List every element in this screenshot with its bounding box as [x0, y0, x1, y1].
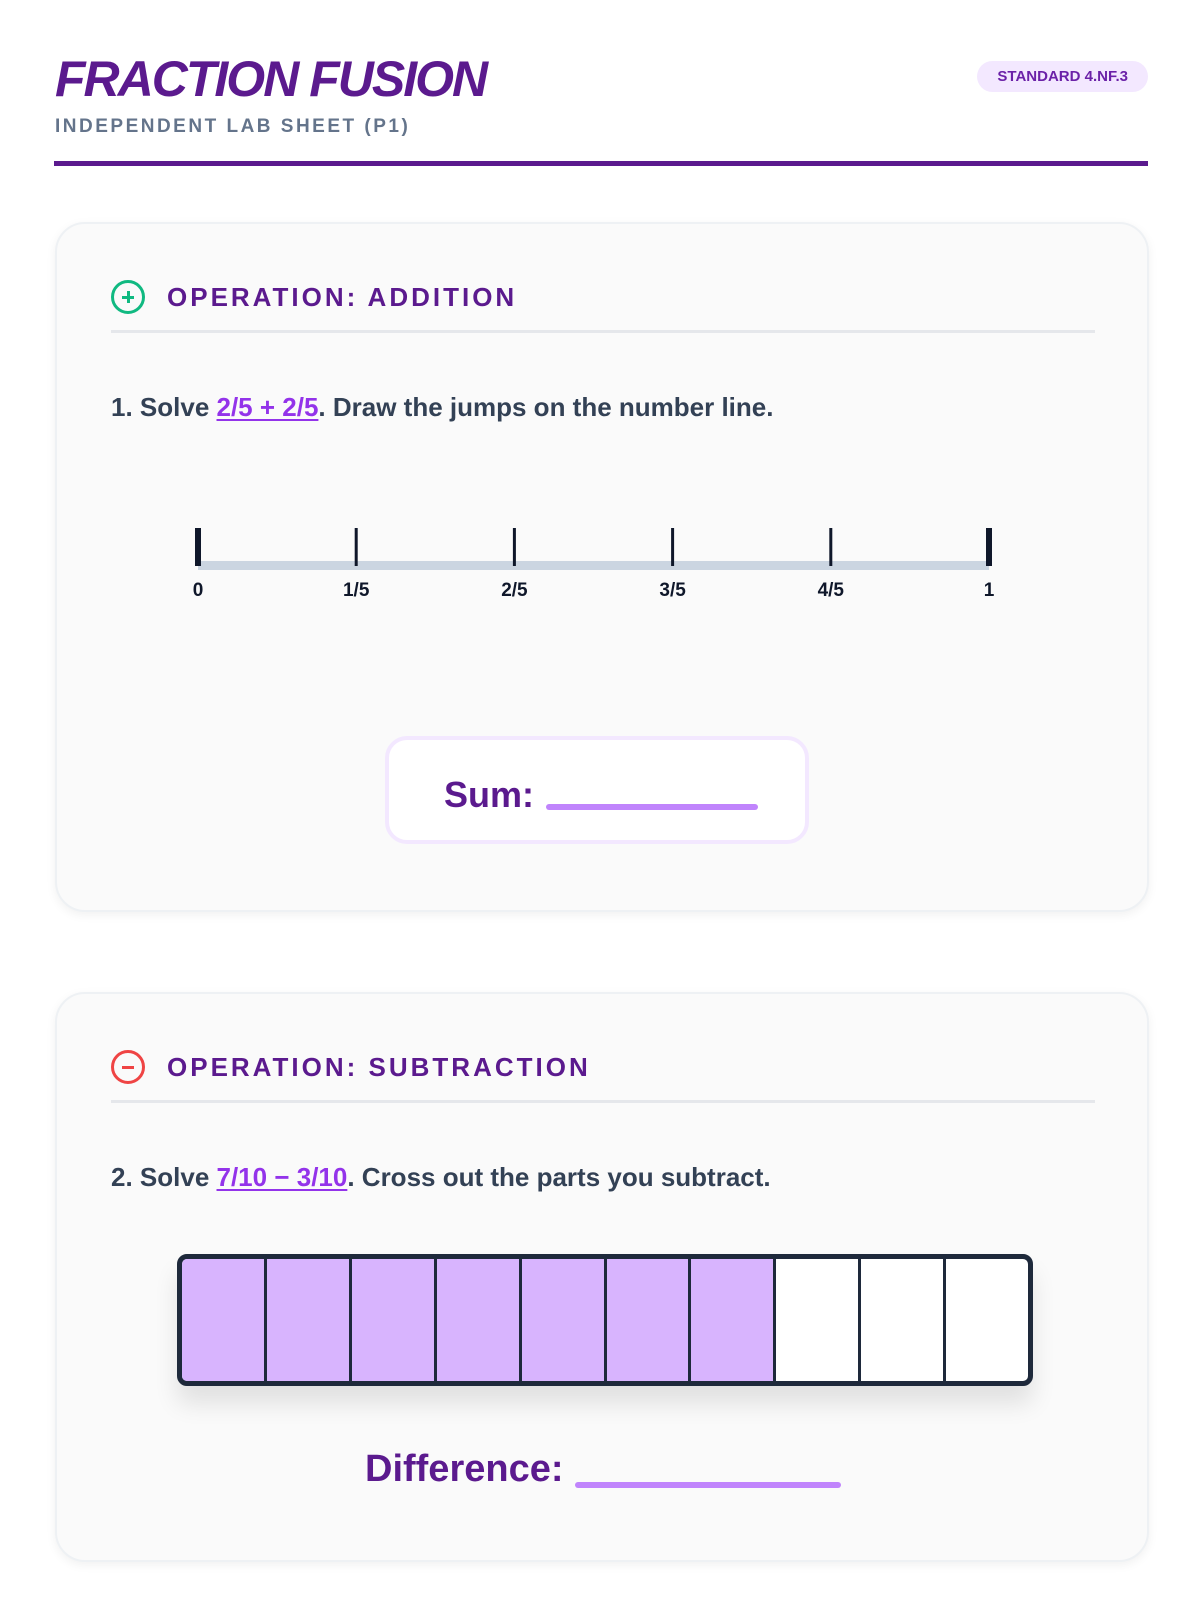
sum-answer-box [385, 736, 809, 844]
fraction-bar-part-shaded[interactable] [352, 1259, 437, 1381]
number-line-tick-label: 1 [983, 580, 995, 601]
addition-card [55, 222, 1149, 912]
number-line-axis [198, 561, 989, 570]
number-line[interactable] [57, 224, 1147, 644]
sum-label: Sum: [444, 774, 534, 815]
fraction-bar-part[interactable] [861, 1259, 946, 1381]
number-line-tick-label: 0 [192, 580, 204, 601]
fraction-bar-part-shaded[interactable] [267, 1259, 352, 1381]
number-line-tick [829, 528, 832, 566]
fraction-bar [177, 1254, 1033, 1386]
fraction-bar-part-shaded[interactable] [437, 1259, 522, 1381]
number-line-tick-label: 2/5 [501, 580, 528, 601]
addition-question-prefix: 1. Solve [111, 392, 217, 422]
addition-heading: OPERATION: ADDITION [167, 281, 518, 312]
number-line-tick [355, 528, 358, 566]
fraction-bar-part[interactable] [776, 1259, 861, 1381]
subtraction-question-suffix: . Cross out the parts you subtract. [347, 1162, 771, 1192]
number-line-tick [513, 528, 516, 566]
header-divider [54, 161, 1148, 166]
fraction-bar-part-shaded[interactable] [691, 1259, 776, 1381]
subtraction-heading: OPERATION: SUBTRACTION [167, 1051, 591, 1082]
subtraction-divider [111, 1100, 1095, 1103]
number-line-tick-label: 4/5 [817, 580, 845, 601]
page-subtitle: INDEPENDENT LAB SHEET (P1) [55, 116, 411, 137]
fraction-bar-part-shaded[interactable] [607, 1259, 692, 1381]
number-line-tick-label: 1/5 [342, 580, 370, 601]
standard-badge: STANDARD 4.NF.3 [977, 61, 1148, 92]
addition-expression: 2/5 + 2/5 [216, 392, 319, 422]
subtraction-question-prefix: 2. Solve [111, 1162, 217, 1192]
difference-answer-blank[interactable] [575, 1482, 841, 1488]
sum-answer-blank[interactable] [546, 804, 758, 810]
subtraction-card [55, 992, 1149, 1562]
page-title: FRACTION FUSION [55, 51, 487, 107]
addition-question-suffix: . Draw the jumps on the number line. [318, 392, 774, 422]
minus-circle-icon [111, 1050, 145, 1084]
number-line-tick [195, 528, 201, 566]
subtraction-expression: 7/10 − 3/10 [216, 1162, 348, 1192]
number-line-tick [671, 528, 674, 566]
fraction-bar-part-shaded[interactable] [182, 1259, 267, 1381]
fraction-bar-part[interactable] [946, 1259, 1028, 1381]
fraction-bar-part-shaded[interactable] [522, 1259, 607, 1381]
number-line-tick [986, 528, 992, 566]
subtraction-header [111, 1050, 591, 1084]
subtraction-question [111, 1162, 771, 1193]
difference-label: Difference: [365, 1448, 564, 1490]
number-line-tick-label: 3/5 [659, 580, 686, 601]
